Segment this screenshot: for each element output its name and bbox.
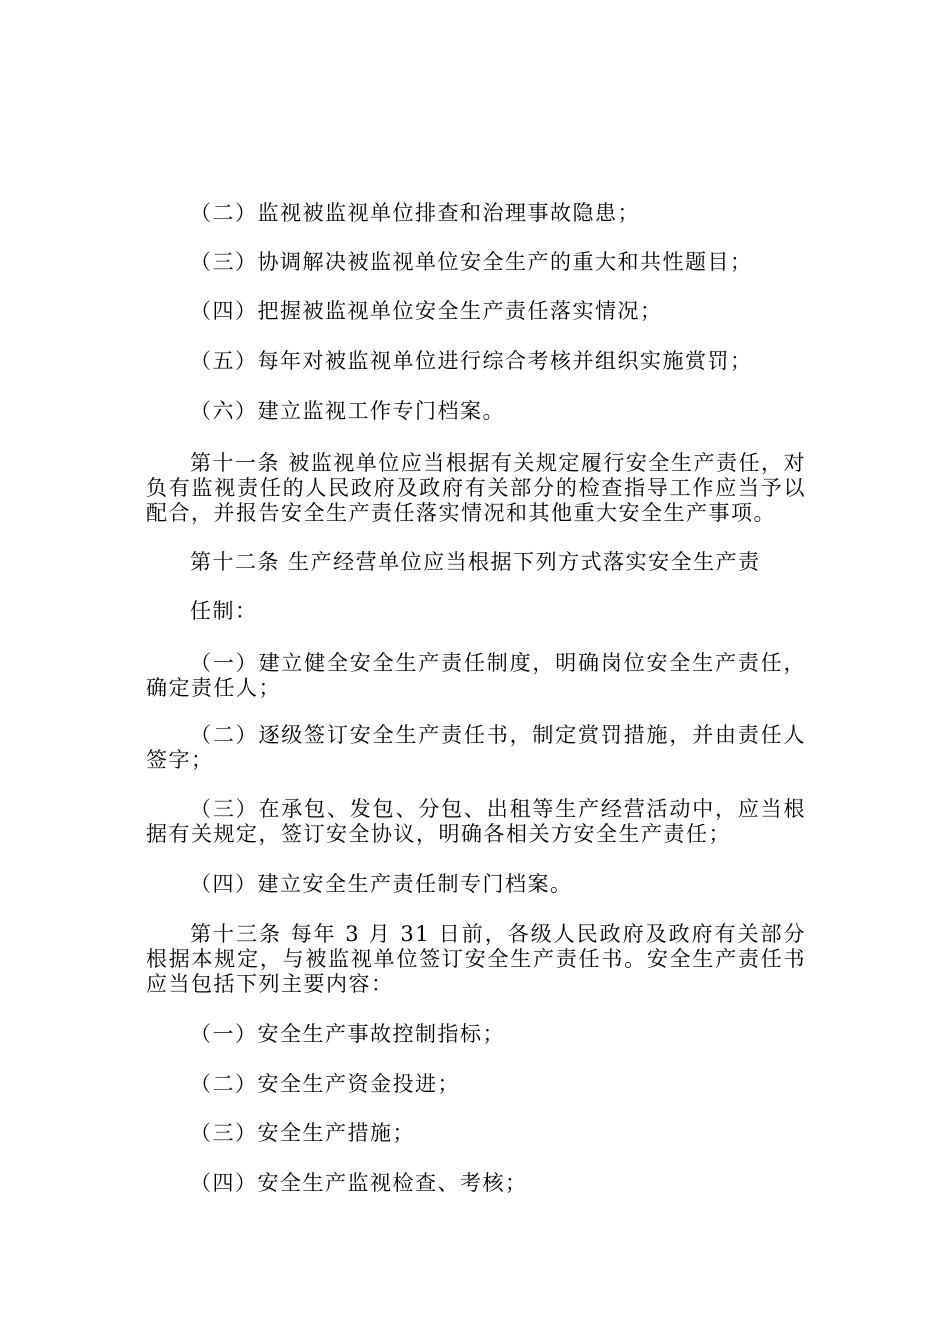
article-13-item-1: （一）安全生产事故控制指标； [190,1022,505,1046]
list-item-3: （三）协调解决被监视单位安全生产的重大和共性题目； [190,250,753,274]
article-12-item-1: （一）建立健全安全生产责任制度，明确岗位安全生产责任，确定责任人； [146,651,806,700]
article-12-heading-continued: 任制： [190,599,258,623]
article-12-heading: 第十二条 生产经营单位应当根据下列方式落实安全生产责 [190,550,761,574]
list-item-4: （四）把握被监视单位安全生产责任落实情况； [190,299,663,323]
list-item-6: （六）建立监视工作专门档案。 [190,399,505,423]
article-12-item-3: （三）在承包、发包、分包、出租等生产经营活动中，应当根据有关规定，签订安全协议，明确各相关方安全生产责任； [146,797,806,846]
article-12-item-4: （四）建立安全生产责任制专门档案。 [190,872,573,896]
article-12-item-2: （二）逐级签订安全生产责任书，制定赏罚措施，并由责任人签字； [146,723,806,772]
article-13-item-3: （三）安全生产措施； [190,1121,415,1145]
article-13-item-2: （二）安全生产资金投进； [190,1072,460,1096]
article-13-item-4: （四）安全生产监视检查、考核； [190,1171,528,1195]
list-item-2: （二）监视被监视单位排查和治理事故隐患； [190,201,640,225]
article-11-paragraph: 第十一条 被监视单位应当根据有关规定履行安全生产责任，对负有监视责任的人民政府及政府有关部分的检查指导工作应当予以配合，并报告安全生产责任落实情况和其他重大安全生产事项。 [146,451,806,525]
article-13-paragraph: 第十三条 每年 3 月 31 日前，各级人民政府及政府有关部分根据本规定，与被监视单位签订安全生产责任书。安全生产责任书应当包括下列主要内容： [146,922,806,996]
list-item-5: （五）每年对被监视单位进行综合考核并组织实施赏罚； [190,349,753,373]
